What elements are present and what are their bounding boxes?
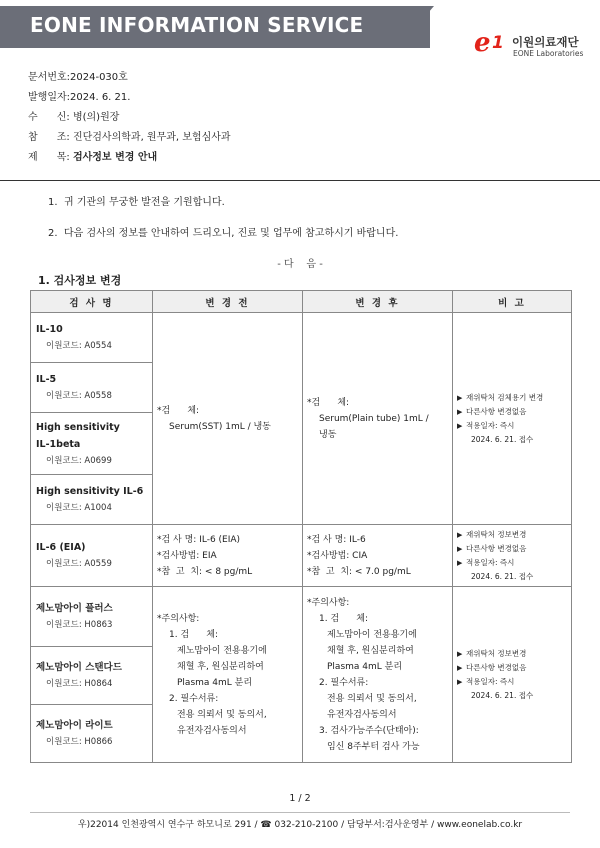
after-line: 유전자검사동의서 — [327, 709, 397, 720]
before-cell — [153, 587, 303, 763]
test-name: IL-5 — [36, 374, 57, 385]
note-line: ▶ 재위탁처 검체용기 변경 — [453, 391, 571, 405]
header-before: 변 경 전 — [153, 291, 303, 313]
before-cell — [153, 313, 303, 525]
company-logo — [470, 30, 600, 60]
after-line: *주의사항: — [307, 597, 350, 608]
triangle-bullet-icon: ▶ — [457, 558, 463, 567]
triangle-bullet-icon: ▶ — [457, 407, 463, 416]
paragraph-number: 2. — [48, 228, 58, 239]
meta-value: 병(의)원장 — [72, 112, 120, 123]
after-line: Serum(Plain tube) 1mL / — [319, 413, 429, 424]
test-name: IL-6 (EIA) — [36, 542, 86, 553]
footer-divider — [30, 812, 570, 813]
after-cell — [303, 525, 453, 587]
before-line: *검사방법: EIA — [157, 550, 217, 561]
test-name-cell — [31, 705, 153, 763]
logo-e-icon: e — [474, 28, 491, 58]
before-line: 전용 의뢰서 및 동의서, — [177, 709, 267, 720]
test-code: 이원코드: A0699 — [46, 455, 112, 466]
triangle-bullet-icon: ▶ — [457, 530, 463, 539]
triangle-bullet-icon: ▶ — [457, 663, 463, 672]
meta-key: 수 신: — [28, 112, 73, 123]
divider-label: - 다 음 - — [277, 259, 323, 270]
note-line: ▶ 재위탁처 정보변경 — [453, 647, 571, 661]
before-line: *주의사항: — [157, 613, 200, 624]
header-test-name: 검 사 명 — [31, 291, 153, 313]
page-number: 1 / 2 — [289, 793, 311, 804]
paragraph-text: 다음 검사의 정보를 안내하여 드리오니, 진료 및 업무에 참고하시기 바랍니다. — [64, 228, 399, 239]
test-code: 이원코드: A1004 — [46, 503, 112, 513]
test-code: 이원코드: A0559 — [46, 559, 112, 569]
header-note: 비 고 — [453, 291, 572, 313]
before-line: *참 고 치: < 8 pg/mL — [157, 566, 253, 577]
before-line: *검 체: — [157, 405, 200, 416]
meta-recipient — [28, 108, 119, 128]
paragraph-2 — [48, 224, 398, 239]
triangle-bullet-icon: ▶ — [457, 421, 463, 430]
header-after: 변 경 후 — [303, 291, 453, 313]
before-line: Serum(SST) 1mL / 냉동 — [169, 421, 271, 432]
test-name: 제노맘아이 라이트 — [36, 720, 113, 731]
before-line: 2. 필수서류: — [169, 693, 219, 704]
test-name: IL-1beta — [36, 438, 81, 450]
test-name: 제노맘아이 스탠다드 — [36, 662, 122, 673]
note-line: ▶ 다른사항 변경없음 — [453, 405, 571, 419]
paragraph-text: 귀 기관의 무궁한 발전을 기원합니다. — [64, 197, 225, 208]
note-line: ▶ 다른사항 변경없음 — [453, 661, 571, 675]
after-line: 2. 필수서류: — [319, 677, 369, 688]
before-line: 채혈 후, 원심분리하여 — [177, 661, 264, 672]
note-line: ▶ 적용일자: 즉시 — [453, 556, 571, 570]
logo-korean-name: 이원의료재단 — [512, 35, 579, 49]
after-line: *검 체: — [307, 397, 350, 408]
banner-title: EONE INFORMATION SERVICE — [30, 13, 364, 37]
meta-subject-value: 검사정보 변경 안내 — [72, 152, 158, 163]
after-cell — [303, 313, 453, 525]
meta-reference — [28, 128, 231, 148]
note-date: 2024. 6. 21. 접수 — [471, 434, 534, 444]
after-line: *검 사 명: IL-6 — [307, 534, 366, 545]
before-line: *검 사 명: IL-6 (EIA) — [157, 534, 241, 545]
meta-key: 문서번호: — [28, 72, 71, 83]
note-line: ▶ 다른사항 변경없음 — [453, 542, 571, 556]
test-code: 이원코드: H0866 — [46, 737, 113, 747]
after-line: 냉동 — [319, 429, 337, 440]
meta-value: 2024-030호 — [70, 72, 128, 83]
paragraph-number: 1. — [48, 197, 58, 208]
meta-doc-number — [28, 68, 128, 88]
before-line: 유전자검사동의서 — [177, 725, 247, 736]
note-line: ▶ 적용일자: 즉시 — [453, 419, 571, 433]
after-line: 전용 의뢰서 및 동의서, — [327, 693, 417, 704]
test-code: 이원코드: H0863 — [46, 620, 113, 630]
test-name: High sensitivity IL-6 — [36, 486, 144, 497]
before-line: 제노맘아이 전용용기에 — [177, 645, 267, 656]
after-line: *검사방법: CIA — [307, 550, 368, 561]
note-cell — [453, 587, 572, 763]
note-date: 2024. 6. 21. 접수 — [471, 690, 534, 700]
note-cell — [453, 525, 572, 587]
triangle-bullet-icon: ▶ — [457, 677, 463, 686]
meta-key: 발행일자: — [28, 92, 71, 103]
meta-value: 진단검사의학과, 원무과, 보험심사과 — [72, 132, 231, 143]
divider-line — [0, 180, 600, 181]
test-name-cell — [31, 587, 153, 647]
before-line: 1. 검 체: — [169, 629, 219, 640]
header-banner — [0, 0, 600, 56]
triangle-bullet-icon: ▶ — [457, 393, 463, 402]
note-cell — [453, 313, 572, 525]
after-line: 채혈 후, 원심분리하여 — [327, 645, 414, 656]
meta-key: 제 목: — [28, 152, 73, 163]
paragraph-1 — [48, 193, 225, 208]
logo-1-icon: 1 — [492, 33, 504, 53]
test-code: 이원코드: A0554 — [46, 341, 112, 351]
note-date: 2024. 6. 21. 접수 — [471, 571, 534, 581]
meta-issue-date — [28, 88, 130, 108]
test-name: High sensitivity — [36, 421, 120, 433]
test-info-table — [30, 290, 572, 763]
footer-address: 우)22014 인천광역시 연수구 하모니로 291 / ☎ 032-210-2100 / 담당부서:검사운영부 / www.eonelab.co.kr — [77, 820, 523, 830]
table-row — [31, 313, 572, 363]
meta-subject — [28, 148, 157, 168]
test-name-cell — [31, 475, 153, 525]
triangle-bullet-icon: ▶ — [457, 544, 463, 553]
after-line: 임신 8주부터 검사 가능 — [327, 741, 420, 752]
test-name: IL-10 — [36, 324, 63, 335]
after-line: Plasma 4mL 분리 — [327, 661, 403, 672]
after-cell — [303, 587, 453, 763]
banner-slant — [398, 6, 434, 48]
test-name-cell — [31, 313, 153, 363]
before-line: Plasma 4mL 분리 — [177, 677, 253, 688]
test-name-cell — [31, 363, 153, 413]
test-name-cell — [31, 413, 153, 475]
after-line: 제노맘아이 전용용기에 — [327, 629, 417, 640]
table-row — [31, 587, 572, 647]
after-line: *참 고 치: < 7.0 pg/mL — [307, 566, 411, 577]
after-line: 3. 검사가능주수(단태아): — [319, 725, 419, 736]
table-header-row — [31, 291, 572, 313]
note-line: ▶ 적용일자: 즉시 — [453, 675, 571, 689]
meta-value: 2024. 6. 21. — [70, 92, 131, 103]
meta-key: 참 조: — [28, 132, 73, 143]
table-row — [31, 525, 572, 587]
logo-english-name: EONE Laboratories — [513, 49, 584, 58]
triangle-bullet-icon: ▶ — [457, 649, 463, 658]
test-code: 이원코드: A0558 — [46, 391, 112, 401]
note-line: ▶ 재위탁처 정보변경 — [453, 528, 571, 542]
after-line: 1. 검 체: — [319, 613, 369, 624]
section-title: 1. 검사정보 변경 — [38, 274, 122, 287]
test-name: 제노맘아이 플러스 — [36, 603, 113, 614]
test-name-cell — [31, 525, 153, 587]
test-code: 이원코드: H0864 — [46, 679, 113, 689]
before-cell — [153, 525, 303, 587]
test-name-cell — [31, 647, 153, 705]
